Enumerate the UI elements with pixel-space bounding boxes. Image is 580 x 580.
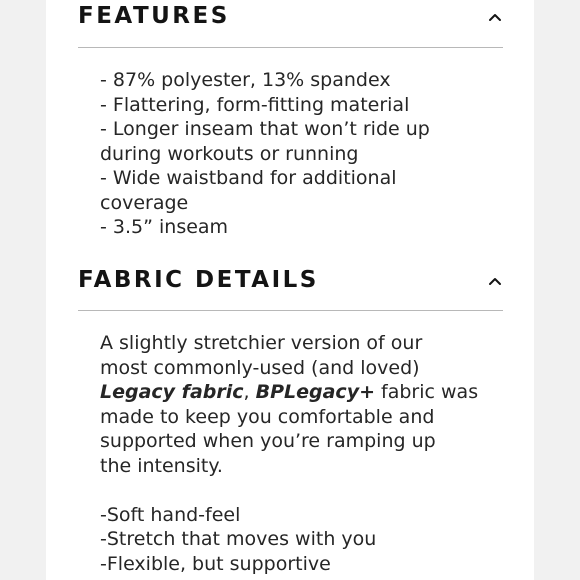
features-item: - 87% polyester, 13% spandex — [100, 69, 391, 91]
fabric-bullet: -Flexible, but supportive — [100, 552, 331, 575]
fabric-description-line: the intensity. — [100, 454, 223, 477]
chevron-up-icon[interactable] — [487, 9, 503, 25]
fabric-details-divider — [78, 310, 503, 311]
features-divider — [78, 47, 503, 48]
features-header[interactable] — [78, 5, 503, 28]
fabric-bullet: -Stretch that moves with you — [100, 528, 377, 550]
separator-comma: , — [243, 381, 256, 403]
fabric-description-tail: fabric was — [375, 381, 479, 403]
fabric-description-line: most commonly-used (and loved) — [100, 356, 420, 379]
legacy-fabric-name: Legacy fabric — [100, 381, 244, 403]
fabric-description-line: made to keep you comfortable and — [100, 405, 435, 428]
features-item: during workouts or running — [100, 142, 359, 165]
features-item: - 3.5” inseam — [100, 216, 229, 238]
paragraph-gap — [100, 478, 495, 503]
features-item: - Wide waistband for additional — [100, 167, 397, 189]
features-title: FEATURES — [78, 3, 230, 29]
features-item: - Longer inseam that won’t ride up — [100, 118, 430, 140]
features-item: - Flattering, form-fitting material — [100, 93, 410, 116]
fabric-details-body — [100, 331, 495, 576]
fabric-description-line: A slightly stretchier version of our — [100, 332, 423, 354]
fabric-description-line — [100, 380, 495, 405]
features-list — [100, 68, 495, 240]
fabric-bullet: -Soft hand-feel — [100, 503, 241, 526]
chevron-up-icon[interactable] — [487, 273, 503, 289]
fabric-description-line: supported when you’re ramping up — [100, 430, 436, 452]
product-details-card — [46, 0, 534, 580]
features-item: coverage — [100, 191, 189, 214]
fabric-details-title: FABRIC DETAILS — [78, 267, 319, 293]
fabric-details-header[interactable] — [78, 269, 503, 292]
bplegacy-fabric-name: BPLegacy+ — [255, 381, 375, 403]
